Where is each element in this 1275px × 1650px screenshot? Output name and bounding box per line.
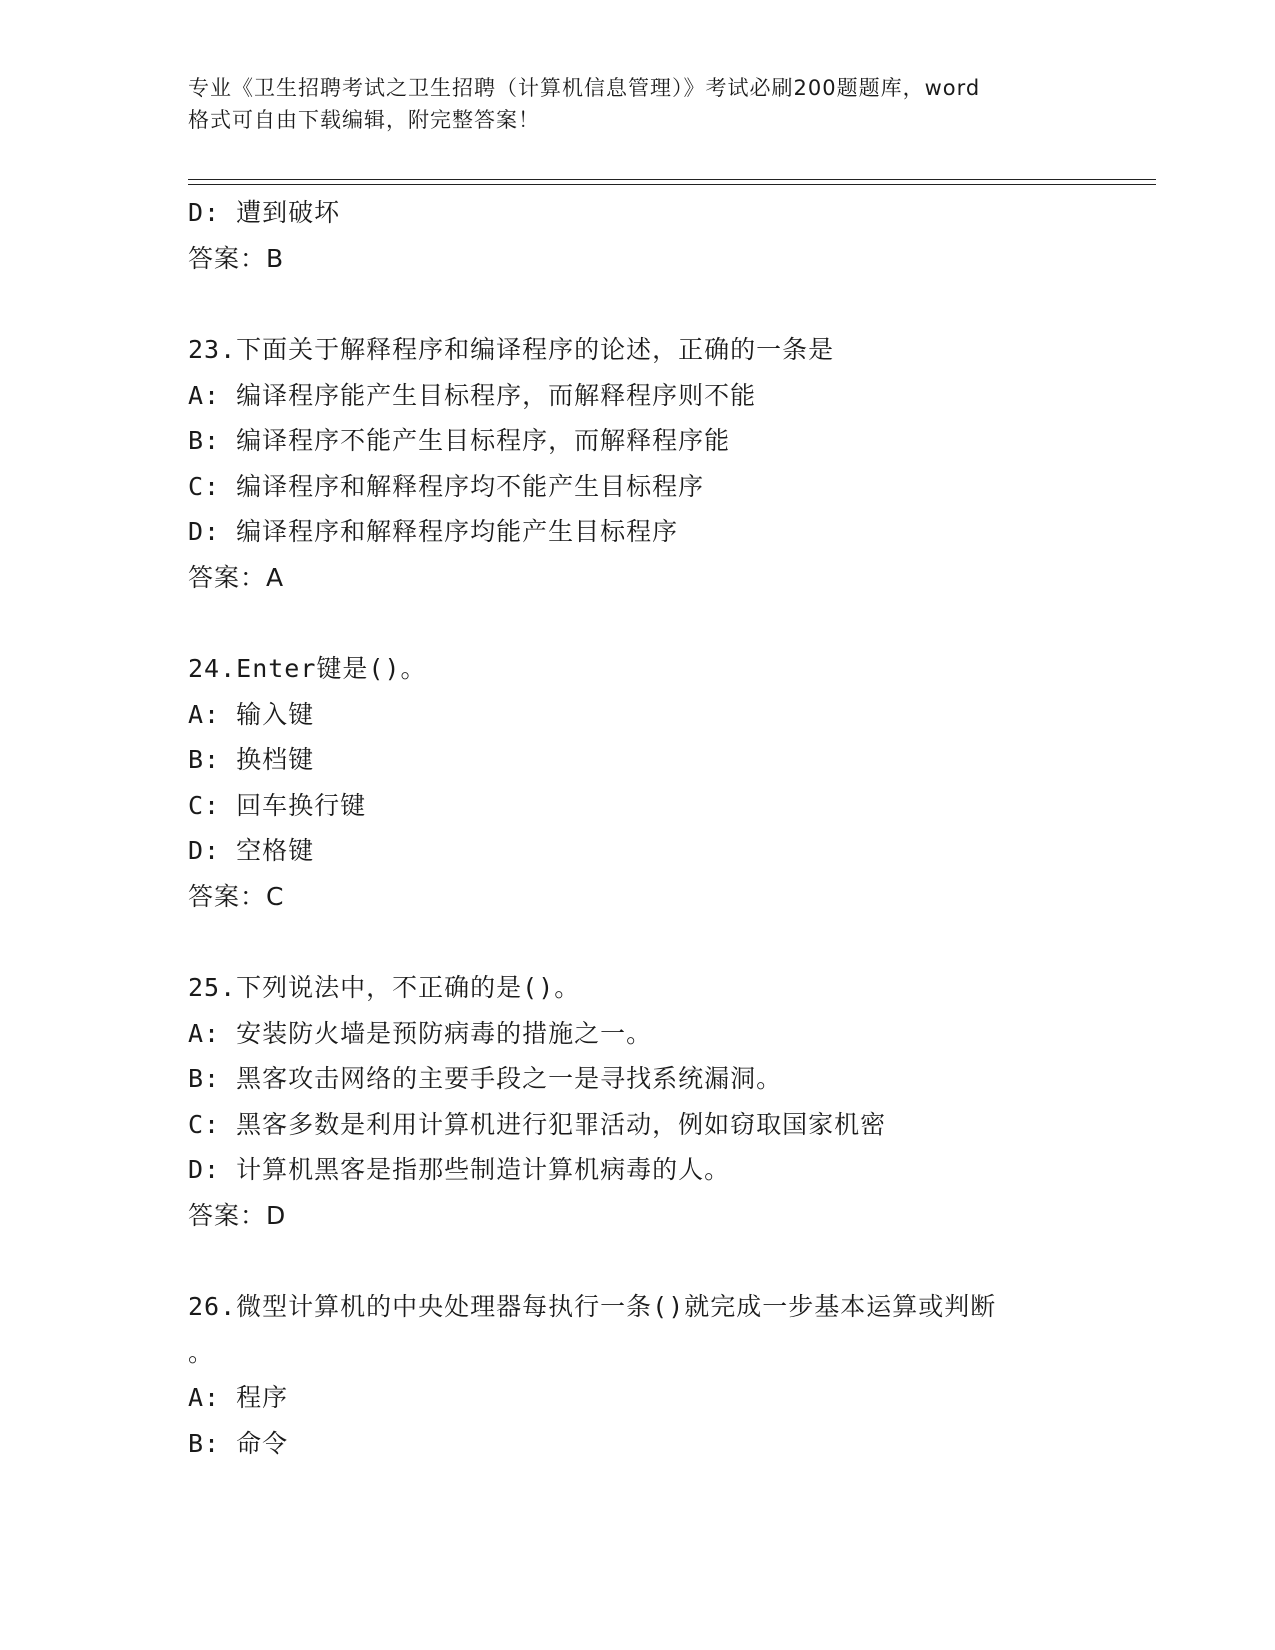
- q25-option-b: B: 黑客攻击网络的主要手段之一是寻找系统漏洞。: [188, 1064, 783, 1093]
- q24-option-a: A: 输入键: [188, 699, 315, 729]
- header-divider-bottom: [188, 184, 1156, 185]
- q24-option-d: D: 空格键: [188, 836, 315, 865]
- header-title-line1: 专业《卫生招聘考试之卫生招聘（计算机信息管理）》考试必刷200题题库，word: [188, 76, 981, 100]
- q26-option-a: A: 程序: [188, 1383, 289, 1412]
- document-header: [188, 72, 1088, 136]
- q23-option-c: C: 编译程序和解释程序均不能产生目标程序: [188, 471, 705, 501]
- q23-option-a: A: 编译程序能产生目标程序，而解释程序则不能: [188, 380, 757, 410]
- spacer: [188, 600, 1138, 646]
- header-title-line2: 格式可自由下载编辑，附完整答案！: [188, 108, 540, 132]
- q23-answer: 答案：A: [188, 562, 285, 592]
- q25-answer: 答案：D: [188, 1200, 287, 1230]
- q24-answer: 答案：C: [188, 881, 285, 911]
- spacer: [188, 919, 1138, 965]
- q24-option-b: B: 换档键: [188, 745, 315, 774]
- q25-option-d: D: 计算机黑客是指那些制造计算机病毒的人。: [188, 1155, 731, 1184]
- q23-option-b: B: 编译程序不能产生目标程序，而解释程序能: [188, 426, 731, 455]
- q25-option-c: C: 黑客多数是利用计算机进行犯罪活动，例如窃取国家机密: [188, 1109, 887, 1139]
- q26-question: 26.微型计算机的中央处理器每执行一条()就完成一步基本运算或判断: [188, 1292, 997, 1321]
- spacer: [188, 1238, 1138, 1284]
- q22-option-d: D: 遭到破坏: [188, 198, 341, 227]
- question-list: [188, 190, 1138, 1466]
- q25-option-a: A: 安装防火墙是预防病毒的措施之一。: [188, 1018, 653, 1048]
- q22-answer: 答案：B: [188, 243, 285, 273]
- q26-question-continuation: 。: [188, 1337, 215, 1367]
- q26-option-b: B: 命令: [188, 1428, 289, 1458]
- q23-question: 23.下面关于解释程序和编译程序的论述，正确的一条是: [188, 335, 835, 364]
- q25-question: 25.下列说法中，不正确的是()。: [188, 973, 581, 1002]
- q24-question: 24.Enter键是()。: [188, 654, 427, 683]
- header-divider-top: [188, 179, 1156, 180]
- q23-option-d: D: 编译程序和解释程序均能产生目标程序: [188, 517, 679, 546]
- spacer: [188, 281, 1138, 327]
- q24-option-c: C: 回车换行键: [188, 790, 367, 820]
